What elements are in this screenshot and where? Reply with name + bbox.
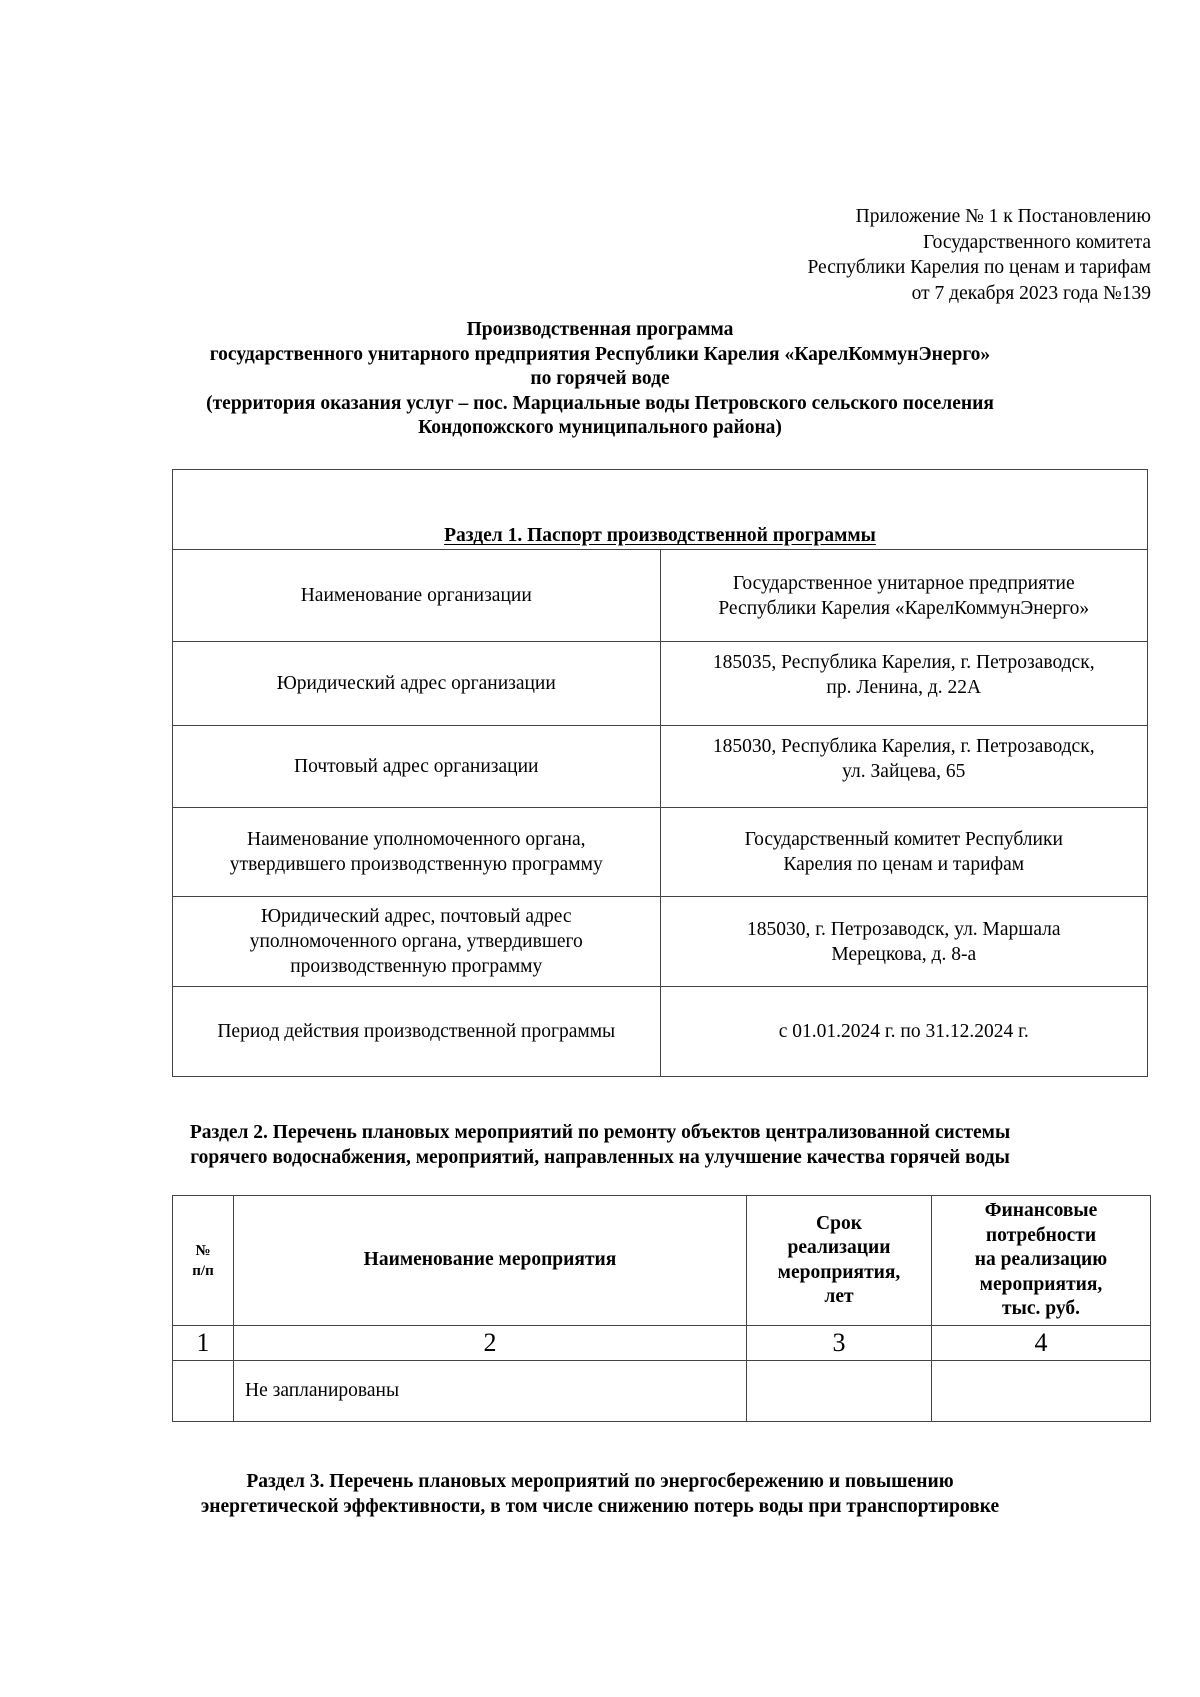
row-name: Не запланированы [234,1361,747,1422]
passport-label [173,642,661,726]
passport-label [173,897,661,987]
section2-title-line: Раздел 2. Перечень плановых мероприятий по ремонту объектов централизованной системы [189,1122,1011,1143]
appendix-reference [551,204,1151,306]
table-row [173,808,1148,897]
section2-title [100,1120,1100,1170]
column-index: 2 [234,1326,747,1361]
appendix-line: Республики Карелия по ценам и тарифам [807,257,1151,278]
section3-title-line: Раздел 3. Перечень плановых мероприятий по энергосбережению и повышению [246,1471,954,1492]
appendix-line: Государственного комитета [923,231,1151,253]
table-row [173,642,1148,726]
measures-header-row [173,1196,1151,1326]
passport-label-text: Юридический адрес организации [276,673,556,694]
passport-label-text: Почтовый адрес организации [294,756,539,777]
passport-label-text: Период действия производственной программы [217,1021,616,1042]
header-finance [932,1196,1151,1326]
passport-value-line: 185030, г. Петрозаводск, ул. Маршала [746,918,1061,940]
header-finance-line: на реализацию [974,1249,1108,1271]
header-term-line: Срок [816,1212,862,1234]
header-num-line: п/п [192,1262,214,1279]
table-row [173,550,1148,642]
passport-table [172,469,1148,1077]
header-finance-line: потребности [985,1224,1097,1246]
passport-value-line: Государственный комитет Республики [744,829,1063,850]
passport-value-text: с 01.01.2024 г. по 31.12.2024 г. [778,1021,1029,1042]
passport-label [173,808,661,897]
passport-label [173,550,661,642]
passport-label [173,987,661,1077]
passport-value [660,550,1148,642]
title-line: государственного унитарного предприятия Республики Карелия «КарелКоммунЭнерго» [209,343,991,365]
passport-value-line: Карелия по ценам и тарифам [783,854,1025,875]
passport-value-line: пр. Ленина, д. 22А [826,677,982,698]
table-row [173,987,1148,1077]
passport-value-line: Республики Карелия «КарелКоммунЭнерго» [718,597,1090,619]
title-line: по горячей воде [530,368,670,389]
row-finance [932,1361,1151,1422]
title-line: Кондопожского муниципального района) [418,417,782,438]
row-term [747,1361,932,1422]
passport-value-line: ул. Зайцева, 65 [842,761,966,782]
header-name-text: Наименование мероприятия [363,1249,617,1271]
table-row [173,1361,1151,1422]
column-index: 4 [932,1326,1151,1361]
measures-index-row [173,1326,1151,1361]
title-line: Производственная программа [466,319,734,340]
passport-value-line: 185030, Республика Карелия, г. Петрозаводск, [712,736,1095,757]
passport-heading-text: Раздел 1. Паспорт производственной программы [444,525,876,546]
header-finance-line: Финансовые [984,1200,1098,1222]
passport-value [660,897,1148,987]
header-finance-line: тыс. руб. [1002,1298,1080,1320]
passport-value [660,642,1148,726]
section3-title [100,1469,1100,1519]
title-line: (территория оказания услуг – пос. Марциальные воды Петровского сельского поселения [206,392,994,414]
header-term-line: мероприятия, [777,1261,901,1283]
header-num-line: № [195,1242,211,1259]
passport-value [660,726,1148,808]
table-row [173,897,1148,987]
header-term [747,1196,932,1326]
passport-heading-row [173,470,1148,550]
passport-value-line: Мерецкова, д. 8-а [831,943,977,965]
row-num [173,1361,234,1422]
appendix-line: Приложение № 1 к Постановлению [855,206,1151,227]
header-term-line: реализации [787,1237,891,1258]
passport-value-line: Государственное унитарное предприятие [732,572,1075,594]
header-name [234,1196,747,1326]
passport-label-text: Наименование организации [300,585,532,606]
passport-label [173,726,661,808]
passport-value-line: 185035, Республика Карелия, г. Петрозаводск, [712,652,1095,673]
passport-label-line: Наименование уполномоченного органа, [246,829,586,850]
passport-value [660,987,1148,1077]
passport-label-line: Юридический адрес, почтовый адрес [260,906,572,927]
column-index: 3 [747,1326,932,1361]
passport-value [660,808,1148,897]
header-num [173,1196,234,1326]
header-term-line: лет [824,1286,854,1307]
appendix-line: от 7 декабря 2023 года №139 [911,282,1151,304]
table-row [173,726,1148,808]
passport-label-line: утвердившего производственную программу [229,854,603,875]
document-title [100,318,1100,441]
measures-table [172,1195,1151,1422]
passport-label-line: производственную программу [290,956,543,977]
section3-title-line: энергетической эффективности, в том числе снижению потерь воды при транспортировке [200,1496,1000,1517]
section2-title-line: горячего водоснабжения, мероприятий, направленных на улучшение качества горячей воды [190,1147,1010,1168]
column-index: 1 [173,1326,234,1361]
passport-label-line: уполномоченного органа, утвердившего [249,931,583,952]
passport-heading [173,470,1148,550]
header-finance-line: мероприятия, [979,1273,1103,1295]
